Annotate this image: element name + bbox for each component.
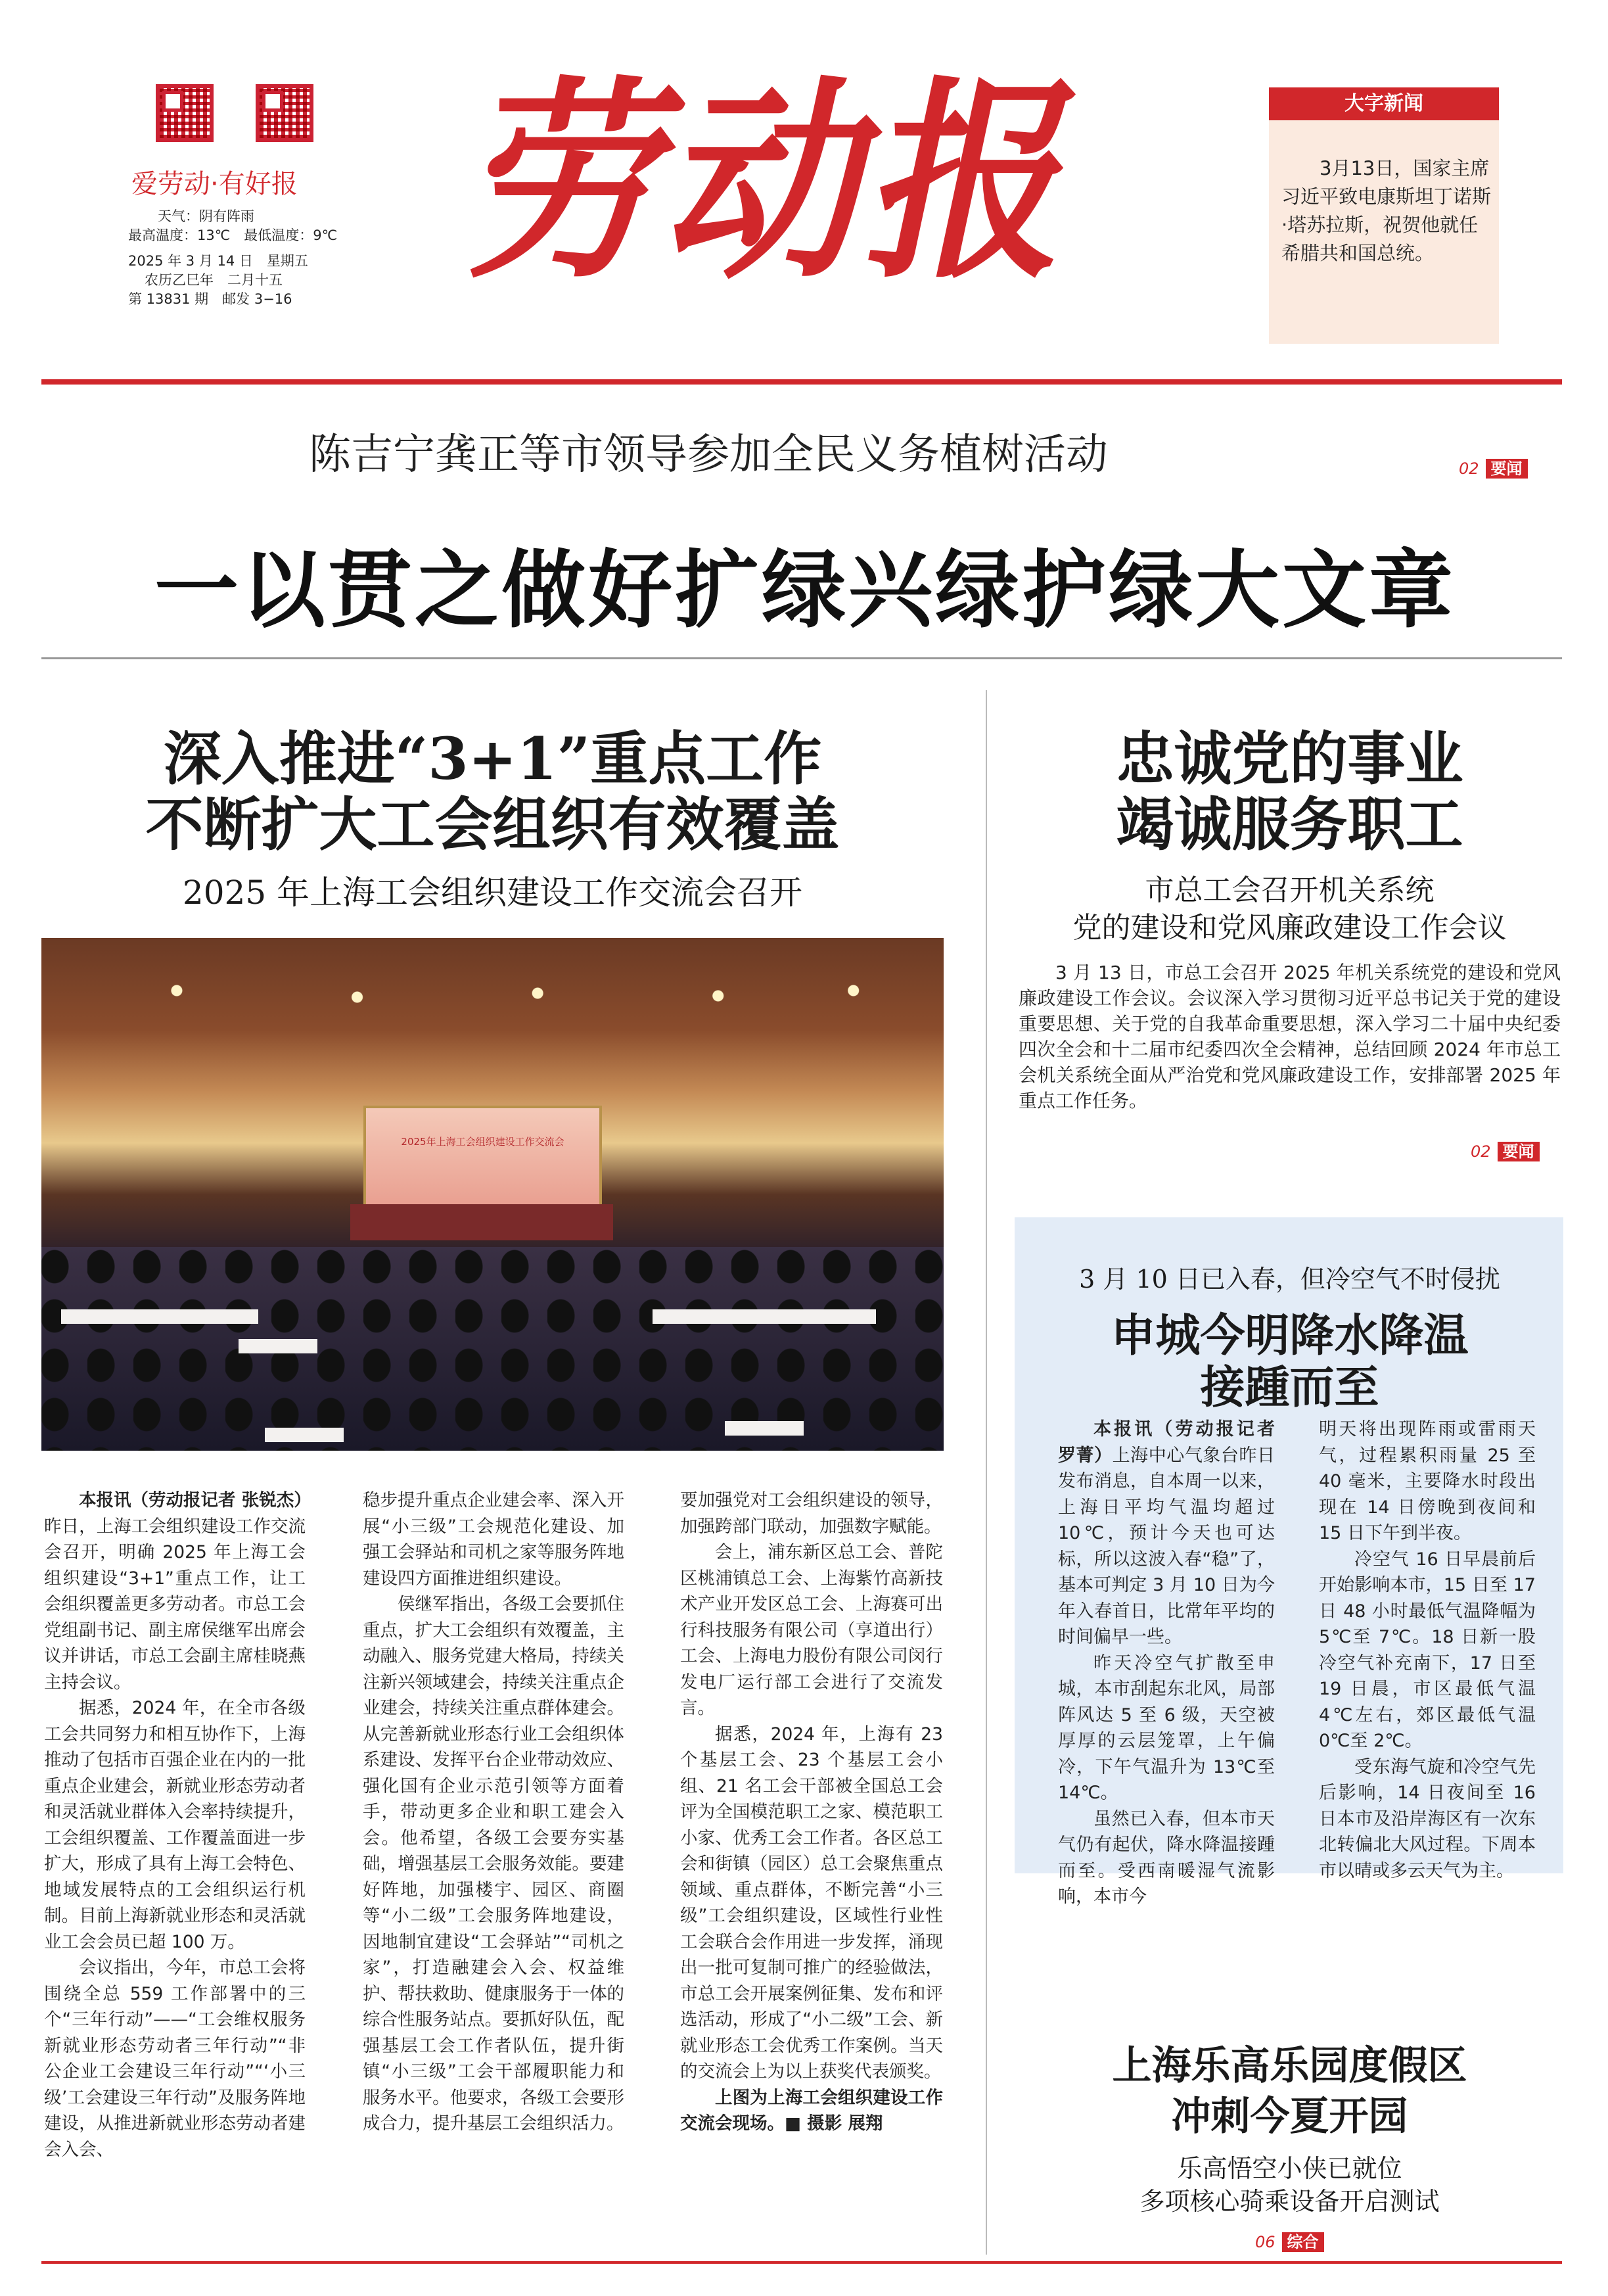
paragraph: 明天将出现阵雨或雷雨天气，过程累积雨量 25 至 40 毫米，主要降水时段出现在 14 日傍晚到夜间和 15 日下午到半夜。 bbox=[1319, 1419, 1536, 1543]
story1-headline-2: 不断扩大工会组织有效覆盖 bbox=[145, 790, 840, 858]
paragraph: 受东海气旋和冷空气先后影响，14 日夜间至 16 日本市及沿岸海区有一次东北转偏北大风过程。下周本市以晴或多云天气为主。 bbox=[1319, 1756, 1536, 1881]
paragraph: 侯继军指出，各级工会要抓住重点，扩大工会组织有效覆盖，主动融入、服务党建大格局，持续关注新兴领域建会，持续关注重点企业建会，持续关注重点群体建会。从完善新就业形态行业工会组织体系建设、发挥平台企业带动效应、强化国有企业示范引领等方面着手，带动更多企业和职工建会入会。他希望，各级工会要夯实基础，增强基层工会服务效能。要建好阵地，加强楼宇、园区、商圈等“小二级”工会服务阵地建设，因地制宜建设“工会驿站”“司机之家”，打造融建会入会、权益维护、帮扶救助、健康服务于一体的综合性服务站点。要抓好队伍，配强基层工会工作者队伍，提升街镇“小三级”工会干部履职能力和服务水平。他要求，各级工会要形成合力，提升基层工会组织活力。 bbox=[363, 1594, 624, 2134]
story4-subheadline-2: 多项核心骑乘设备开启测试 bbox=[1139, 2187, 1440, 2216]
paragraph: 虽然已入春，但本市天气仍有起伏，降水降温接踵而至。受西南暖湿气流影响，本市今 bbox=[1058, 1808, 1275, 1907]
lead-page-tag bbox=[1459, 458, 1528, 479]
story3-headline-2: 接踵而至 bbox=[1200, 1361, 1379, 1414]
paragraph: 3 月 13 日，市总工会召开 2025 年机关系统党的建设和党风廉政建设工作会议。会议深入学习贯彻习近平总书记关于党的建设重要思想、关于党的自我革命重要思想，深入学习二十届中央纪委四次全会和十二届市纪委四次全会精神，总结回顾 2024 年市总工会机关系统全面从严治党和党风廉政建设工作，安排部署 2025 年重点工作任务。 bbox=[1019, 962, 1561, 1112]
story4-page-tag bbox=[1255, 2232, 1324, 2253]
newspaper-title: 劳动报 bbox=[450, 56, 1107, 308]
weather: 天气：阴有阵雨 bbox=[158, 208, 254, 224]
lead-page-num: 02 bbox=[1459, 459, 1479, 478]
story3-kicker: 3 月 10 日已入春，但冷空气不时侵扰 bbox=[1079, 1265, 1500, 1294]
story1-headline-1: 深入推进“3+1”重点工作 bbox=[163, 724, 822, 793]
byline: 本报讯（劳动报记者 罗菁） bbox=[1058, 1419, 1275, 1466]
story3-column-1 bbox=[1058, 1417, 1275, 1910]
story2-page-num: 02 bbox=[1471, 1142, 1491, 1161]
paragraph: 本报讯（劳动报记者 张锐杰）昨日，上海工会组织建设工作交流会召开，明确 2025 年上海工会组织建设“3+1”重点工作，让工会组织覆盖更多劳动者。市总工会党组副书记、副主席侯继军出席会议并讲话，市总工会副主席桂晓燕主持会议。 bbox=[44, 1490, 311, 1693]
photo-caption: 上图为上海工会组织建设工作交流会现场。■ 摄影 展翔 bbox=[680, 2087, 943, 2134]
slogan: 爱劳动·有好报 bbox=[131, 169, 298, 199]
story2-body bbox=[1019, 960, 1561, 1113]
story2-page-tag bbox=[1471, 1141, 1540, 1162]
paragraph: 昨天冷空气扩散至申城，本市刮起东北风，局部阵风达 5 至 6 级，天空被厚厚的云层笼罩，上午偏冷，下午气温升为 13℃至 14℃。 bbox=[1058, 1652, 1275, 1803]
table-row bbox=[725, 1421, 804, 1436]
story4-page-label: 综合 bbox=[1282, 2232, 1324, 2252]
story3-headline-1: 申城今明降水降温 bbox=[1111, 1309, 1469, 1362]
column-divider bbox=[986, 690, 987, 2255]
paragraph: 会上，浦东新区总工会、普陀区桃浦镇总工会、上海紫竹高新技术产业开发区总工会、上海赛可出行科技服务有限公司（享道出行）工会、上海电力股份有限公司闵行发电厂运行部工会进行了交流发言。 bbox=[680, 1542, 943, 1718]
stage-table bbox=[350, 1204, 613, 1240]
story4-subheadline-1: 乐高悟空小侠已就位 bbox=[1177, 2154, 1402, 2183]
story1-subheadline: 2025 年上海工会组织建设工作交流会召开 bbox=[182, 874, 803, 912]
paragraph: 冷空气 16 日早晨前后开始影响本市，15 日至 17 日 48 小时最低气温降幅为 5℃至 7℃。18 日新一股冷空气补充南下，17 日至 19 日晨，市区最低气温 4℃左右，郊区最低气温 0℃至 2℃。 bbox=[1319, 1549, 1536, 1751]
ceiling-lights bbox=[41, 938, 944, 1069]
table-row bbox=[239, 1339, 317, 1353]
byline: 本报讯（劳动报记者 张锐杰） bbox=[79, 1490, 311, 1511]
story4-headline-2: 冲刺今夏开园 bbox=[1171, 2094, 1408, 2140]
story4-page-num: 06 bbox=[1255, 2233, 1275, 2251]
lunar-date: 农历乙巳年 二月十五 bbox=[145, 272, 283, 288]
temperature: 最高温度：13℃ 最低温度：9℃ bbox=[128, 227, 338, 243]
story2-headline-1: 忠诚党的事业 bbox=[1116, 724, 1463, 793]
table-row bbox=[61, 1309, 258, 1324]
big-news-text: 3月13日，国家主席习近平致电康斯坦丁诺斯·塔苏拉斯，祝贺他就任希腊共和国总统。 bbox=[1281, 157, 1492, 264]
paragraph: 稳步提升重点企业建会率、深入开展“小三级”工会规范化建设、加强工会驿站和司机之家等服务阵地建设四方面推进组织建设。 bbox=[363, 1490, 624, 1589]
lead-page-label: 要闻 bbox=[1486, 459, 1528, 479]
story2-page-label: 要闻 bbox=[1498, 1142, 1540, 1161]
story4-headline-1: 上海乐高乐园度假区 bbox=[1112, 2043, 1467, 2089]
lead-divider bbox=[41, 657, 1562, 659]
date: 2025 年 3 月 14 日 星期五 bbox=[128, 253, 308, 269]
big-news-label: 大字新闻 bbox=[1269, 87, 1499, 120]
table-row bbox=[653, 1309, 876, 1324]
table-row bbox=[265, 1428, 344, 1442]
paragraph: 会议指出，今年，市总工会将围绕全总 559 工作部署中的三个“三年行动”——“工会维权服务新就业形态劳动者三年行动”“非公企业工会建设三年行动”“‘小三级’工会建设三年行动”及服务阵地建设，从推进新就业形态劳动者建会入会、 bbox=[44, 1957, 306, 2160]
story3-column-2 bbox=[1319, 1417, 1536, 1884]
story1-column-3 bbox=[680, 1488, 943, 2137]
story1-column-2 bbox=[363, 1488, 624, 2137]
paragraph: 据悉，2024 年，在全市各级工会共同努力和相互协作下，上海推动了包括市百强企业在内的一批重点企业建会，新就业形态劳动者和灵活就业群体入会率持续提升，工会组织覆盖、工作覆盖面进一步扩大，形成了具有上海工会特色、地域发展特点的工会组织运行机制。目前上海新就业形态和灵活就业工会会员已超 100 万。 bbox=[44, 1698, 306, 1952]
masthead-rule bbox=[41, 379, 1562, 385]
issue-number: 第 13831 期 邮发 3−16 bbox=[128, 291, 292, 307]
audience bbox=[41, 1247, 944, 1451]
qr-code-left bbox=[156, 84, 214, 142]
conference-photo bbox=[41, 938, 944, 1451]
story2-subheadline-2: 党的建设和党风廉政建设工作会议 bbox=[1072, 911, 1507, 945]
paragraph: 据悉，2024 年，上海有 23 个基层工会、23 个基层工会小组、21 名工会干部被全国总工会评为全国模范职工之家、模范职工小家、优秀工会工作者。各区总工会和街镇（园区）总工会聚焦重点领域、重点群体，不断完善“小三级”工会组织建设，区域性行业性工会联合会作用进一步发挥，涌现出一批可复制可推广的经验做法，市总工会开展案例征集、发布和评选活动，形成了“小二级”工会、新就业形态工会优秀工作案例。当天的交流会上为以上获奖代表颁奖。 bbox=[680, 1723, 943, 2082]
paragraph: 要加强党对工会组织建设的领导，加强跨部门联动，加强数字赋能。 bbox=[680, 1490, 943, 1537]
story2-subheadline-1: 市总工会召开机关系统 bbox=[1145, 874, 1435, 907]
paragraph: 本报讯（劳动报记者 罗菁）上海中心气象台昨日发布消息，自本周一以来，上海日平均气温均超过 10℃，预计今天也可达标，所以这波入春“稳”了，基本可判定 3 月 10 日为今年入春首日，比常年平均的时间偏早一些。 bbox=[1058, 1419, 1275, 1647]
stage-screen-text: 2025年上海工会组织建设工作交流会 bbox=[401, 1136, 564, 1148]
story2-headline-2: 竭诚服务职工 bbox=[1116, 790, 1463, 858]
lead-kicker: 陈吉宁龚正等市领导参加全民义务植树活动 bbox=[309, 431, 1108, 479]
story1-column-1 bbox=[44, 1488, 311, 2163]
bottom-rule bbox=[41, 2261, 1562, 2264]
stage-screen bbox=[363, 1106, 602, 1209]
qr-code-right bbox=[256, 84, 313, 142]
masthead-meta bbox=[128, 207, 337, 309]
lead-headline: 一以贯之做好扩绿兴绿护绿大文章 bbox=[154, 541, 1456, 640]
